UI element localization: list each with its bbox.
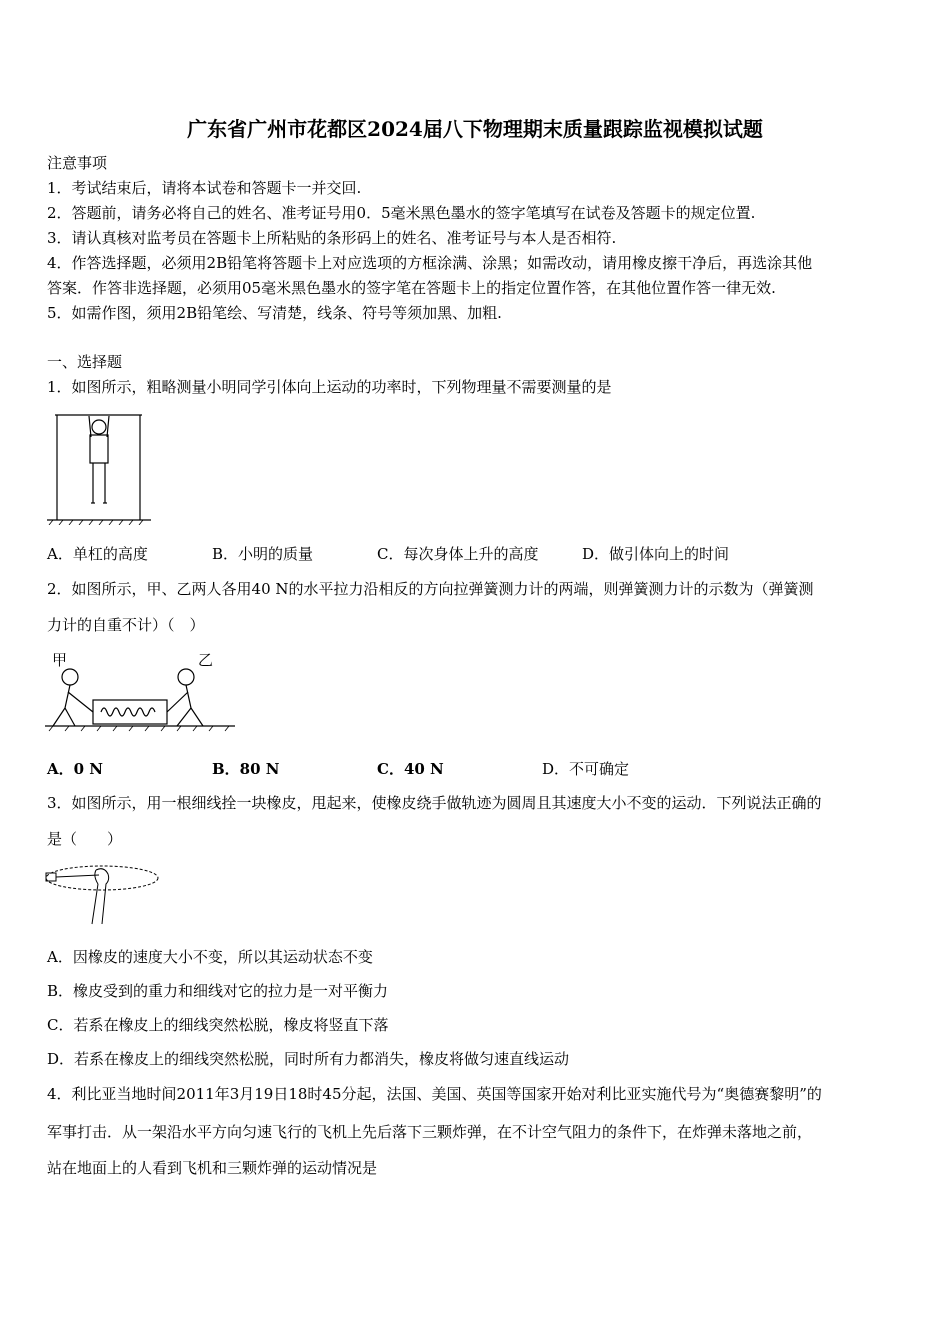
option-d: D．若系在橡皮上的细线突然松脱，同时所有力都消失，橡皮将做匀速直线运动 <box>47 1050 570 1068</box>
notice-item: 3．请认真核对监考员在答题卡上所粘贴的条形码上的姓名、准考证号与本人是否相符. <box>47 229 617 247</box>
pull-up-figure <box>45 405 155 525</box>
option-d: D．做引体向上的时间 <box>582 545 730 563</box>
option-a: A．因橡皮的速度大小不变，所以其运动状态不变 <box>47 948 373 966</box>
figure-label-yi: 乙 <box>198 651 214 669</box>
page-title: 广东省广州市花都区2024届八下物理期末质量跟踪监视模拟试题 <box>187 117 763 141</box>
question-stem: 4．利比亚当地时间2011年3月19日18时45分起，法国、美国、英国等国家开始对利比亚实施代号为“奥德赛黎明”的 <box>47 1085 822 1103</box>
question-stem: 1．如图所示，粗略测量小明同学引体向上运动的功率时，下列物理量不需要测量的是 <box>47 378 612 396</box>
notice-item: 5．如需作图，须用2B铅笔绘、写清楚，线条、符号等须加黑、加粗. <box>47 304 502 322</box>
option-c: C．若系在橡皮上的细线突然松脱，橡皮将竖直下落 <box>47 1016 389 1034</box>
option-a: A．0 N <box>47 760 104 778</box>
option-b: B．小明的质量 <box>212 545 314 563</box>
question-stem: 力计的自重不计）（ ） <box>47 616 205 634</box>
option-d: D．不可确定 <box>542 760 630 778</box>
eraser-circle-figure <box>44 860 164 928</box>
option-b: B．橡皮受到的重力和细线对它的拉力是一对平衡力 <box>47 982 389 1000</box>
notice-item: 答案．作答非选择题，必须用05毫米黑色墨水的签字笔在答题卡上的指定位置作答，在其他位置作答一律无效. <box>47 279 776 297</box>
notice-item: 1．考试结束后，请将本试卷和答题卡一并交回. <box>47 179 362 197</box>
question-stem: 军事打击．从一架沿水平方向匀速飞行的飞机上先后落下三颗炸弹，在不计空气阻力的条件下，在炸弹未落地之前， <box>47 1123 813 1141</box>
question-stem: 站在地面上的人看到飞机和三颗炸弹的运动情况是 <box>47 1159 378 1177</box>
notice-item: 2．答题前，请务必将自己的姓名、准考证号用0．5毫米黑色墨水的签字笔填写在试卷及答题卡的规定位置. <box>47 204 756 222</box>
option-b: B．80 N <box>212 760 280 778</box>
option-a: A．单杠的高度 <box>47 545 148 563</box>
notice-item: 4．作答选择题，必须用2B铅笔将答题卡上对应选项的方框涂满、涂黑；如需改动，请用橡皮擦干净后，再选涂其他 <box>47 254 813 272</box>
figure-label-jia: 甲 <box>52 651 68 669</box>
option-c: C．40 N <box>377 760 444 778</box>
notice-heading: 注意事项 <box>47 154 108 172</box>
option-c: C．每次身体上升的高度 <box>377 545 539 563</box>
question-stem: 是（ ） <box>47 830 123 848</box>
question-stem: 3．如图所示，用一根细线拴一块橡皮，甩起来，使橡皮绕手做轨迹为圆周且其速度大小不变的运动．下列说法正确的 <box>47 794 822 812</box>
section-heading: 一、选择题 <box>47 353 123 371</box>
question-stem: 2．如图所示，甲、乙两人各用40 N的水平拉力沿相反的方向拉弹簧测力计的两端，则弹簧测力计的示数为（弹簧测 <box>47 580 814 598</box>
spring-scale-figure <box>45 660 240 740</box>
